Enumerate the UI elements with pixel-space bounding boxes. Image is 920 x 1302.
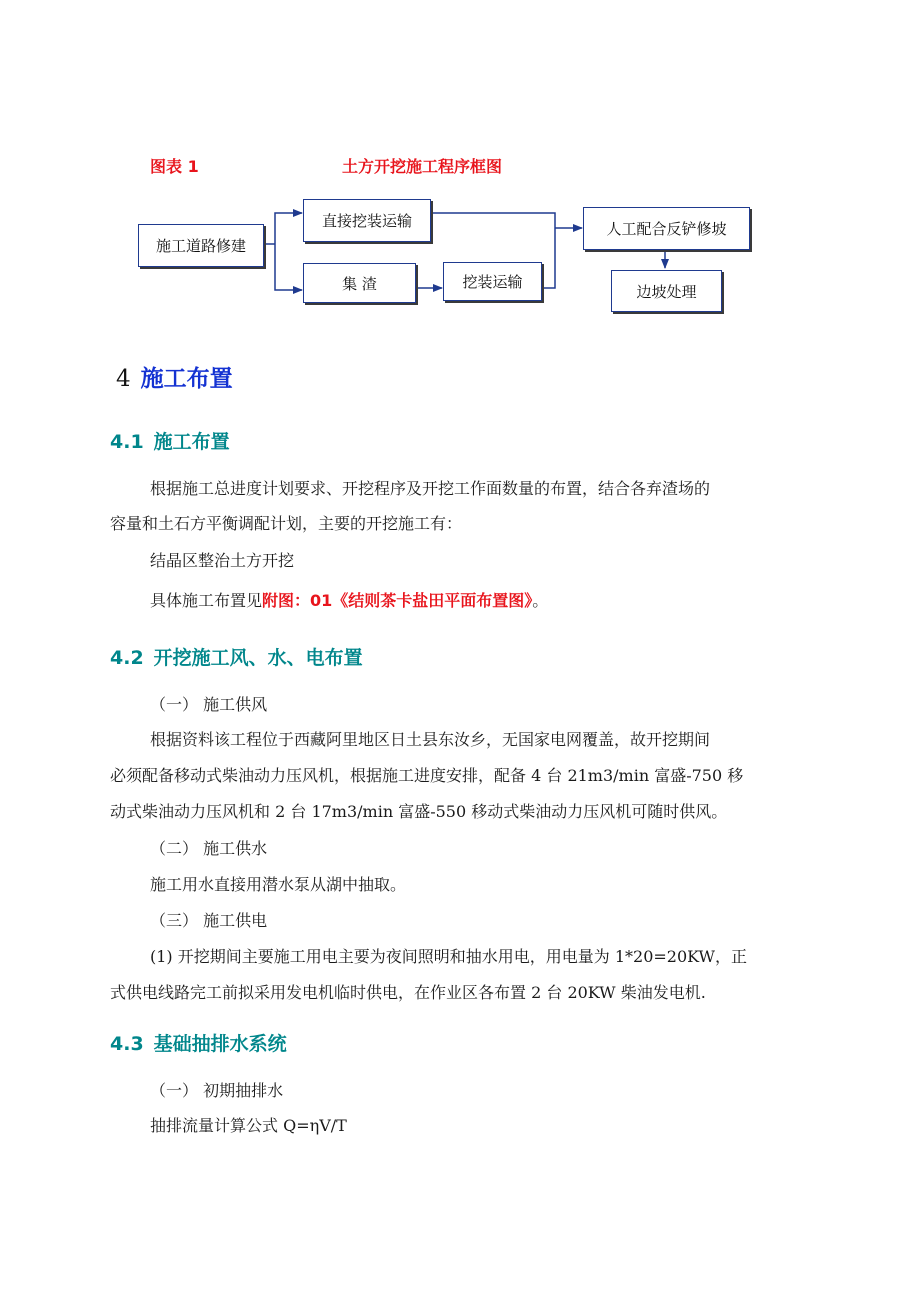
node-road-construction: 施工道路修建 [138, 224, 264, 267]
subsection-title: 施工布置 [153, 431, 230, 453]
subsection-title: 开挖施工风、水、电布置 [153, 647, 363, 669]
section-number: 4 [116, 366, 131, 392]
formula-line: 抽排流量计算公式 Q=ηV/T [150, 1116, 347, 1135]
subsection-title: 基础抽排水系统 [153, 1033, 287, 1055]
subsection-heading-4-1 [110, 427, 230, 454]
item-heading: （一） 初期抽排水 [150, 1081, 284, 1100]
node-loading-transport: 挖装运输 [443, 262, 542, 301]
figure-reference [150, 590, 548, 612]
section-heading-4 [116, 360, 233, 393]
figure-label: 图表 1 [150, 157, 199, 176]
connector-to-direct [275, 213, 302, 244]
attached-drawing-link[interactable]: 附图：01《结则茶卡盐田平面布置图》 [262, 591, 533, 610]
paragraph-line: 容量和土石方平衡调配计划，主要的开挖施工有： [110, 514, 463, 533]
subsection-number: 4.2 [110, 647, 144, 669]
section-title: 施工布置 [140, 366, 233, 392]
item-heading: （一） 施工供风 [150, 695, 268, 714]
item-heading: （三） 施工供电 [150, 911, 268, 930]
paragraph-line: 式供电线路完工前拟采用发电机临时供电，在作业区各布置 2 台 20KW 柴油发电机. [110, 983, 706, 1002]
node-direct-loading: 直接挖装运输 [303, 199, 431, 242]
paragraph-line: 必须配备移动式柴油动力压风机，根据施工进度安排，配备 4 台 21m3/min 富盛-750 移 [110, 766, 744, 785]
paragraph-line: 根据资料该工程位于西藏阿里地区日土县东汝乡，无国家电网覆盖，故开挖期间 [150, 730, 711, 749]
paragraph-line: (1) 开挖期间主要施工用电主要为夜间照明和抽水用电，用电量为 1*20=20KW，正 [150, 947, 747, 966]
paragraph-line: 施工用水直接用潜水泵从湖中抽取。 [150, 875, 407, 894]
connector-load-merge [542, 228, 555, 288]
node-manual-slope-trim: 人工配合反铲修坡 [583, 207, 750, 250]
reference-suffix: 。 [532, 591, 549, 610]
item-heading: （二） 施工供水 [150, 839, 268, 858]
node-collect-muck: 集 渣 [303, 263, 416, 303]
figure-title: 土方开挖施工程序框图 [342, 157, 503, 176]
paragraph-line: 根据施工总进度计划要求、开挖程序及开挖工作面数量的布置，结合各弃渣场的 [150, 479, 711, 498]
connector-direct-merge [431, 213, 555, 228]
connector-to-collect [275, 244, 302, 290]
subsection-number: 4.1 [110, 431, 144, 453]
paragraph-line: 动式柴油动力压风机和 2 台 17m3/min 富盛-550 移动式柴油动力压风机可随时供风。 [110, 802, 728, 821]
subsection-heading-4-2 [110, 643, 363, 670]
subsection-heading-4-3 [110, 1029, 287, 1056]
reference-prefix: 具体施工布置见 [150, 591, 263, 610]
list-item: 结晶区整治土方开挖 [150, 551, 295, 570]
node-slope-treatment: 边坡处理 [611, 270, 722, 312]
subsection-number: 4.3 [110, 1033, 144, 1055]
